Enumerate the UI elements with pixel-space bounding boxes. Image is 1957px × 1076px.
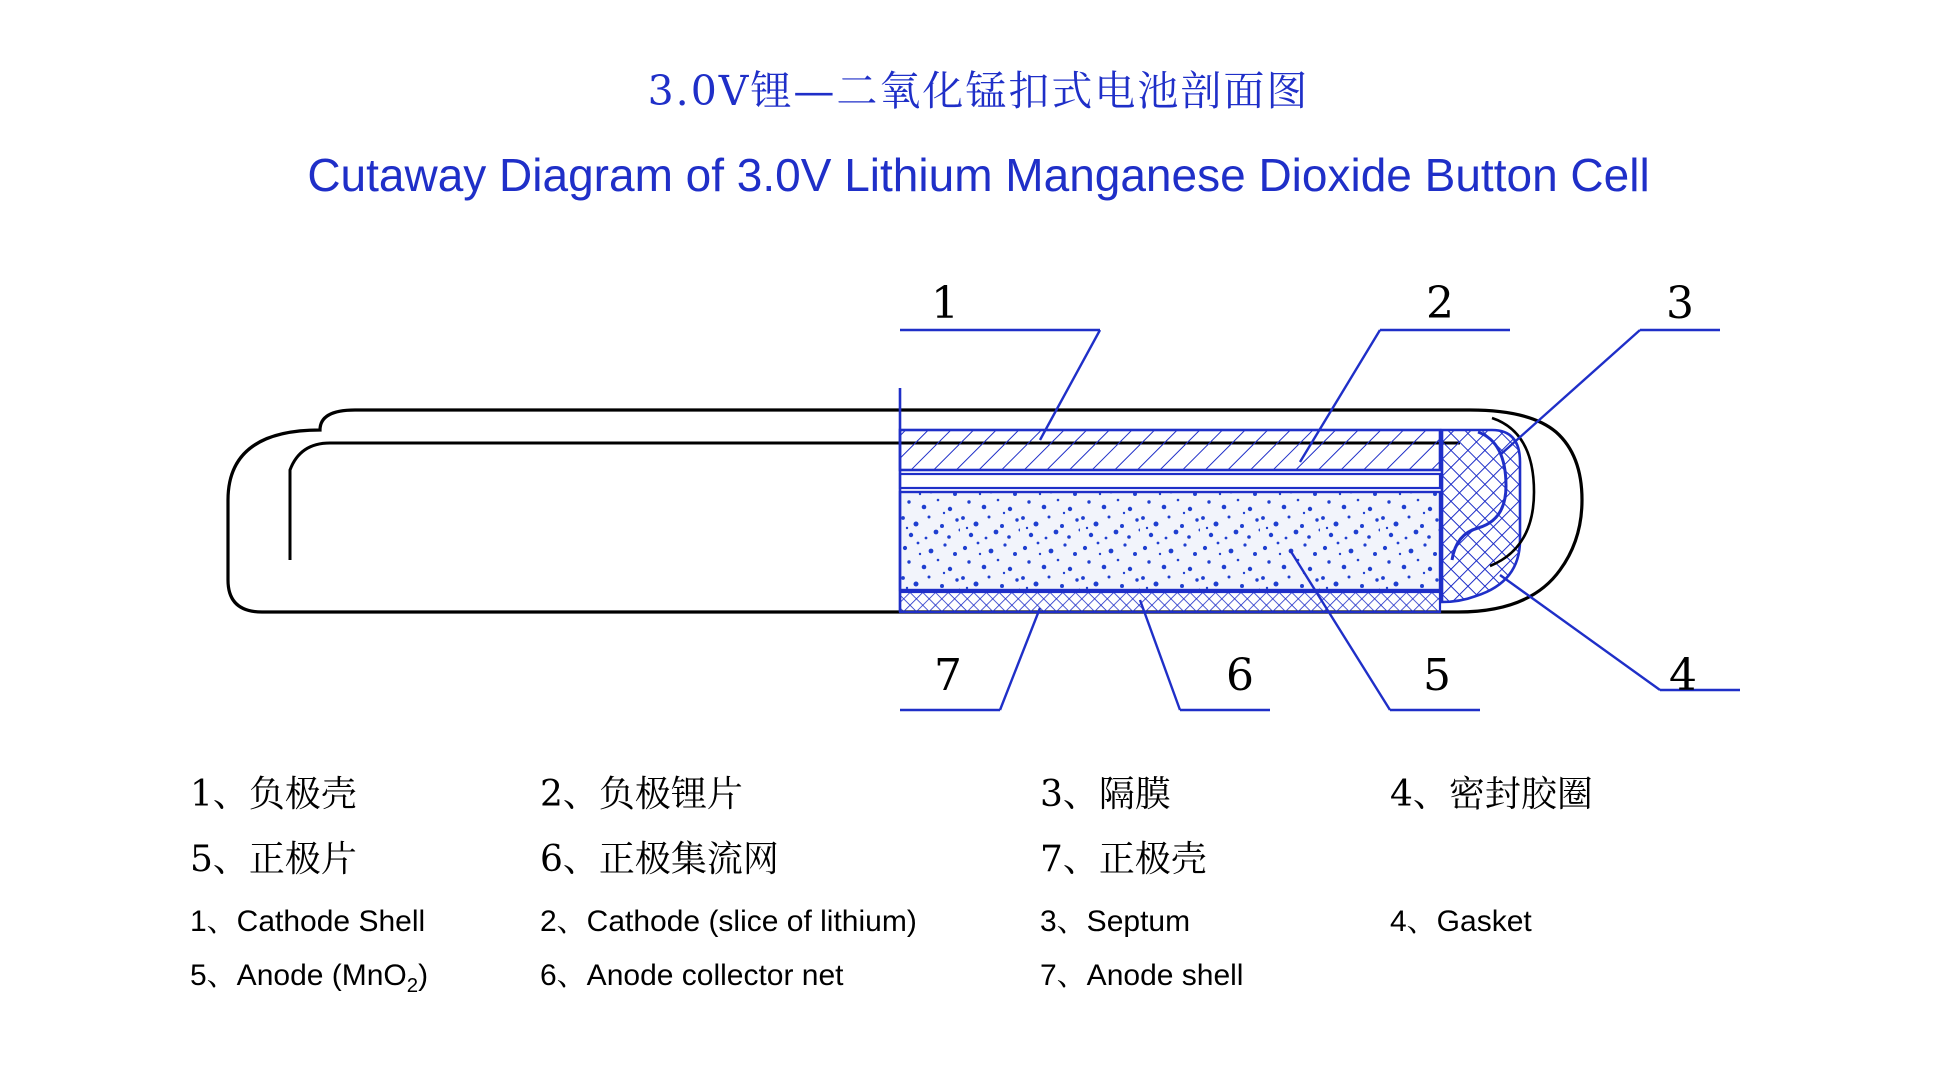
legend xyxy=(190,766,1750,1008)
layer-cathode-lithium-slice xyxy=(900,430,1440,470)
legend-item-cn-1: 1、负极壳 xyxy=(190,774,357,815)
legend-row-english-1 xyxy=(190,896,1750,940)
layer-septum xyxy=(900,474,1440,488)
layer-anode-collector-net xyxy=(900,592,1440,612)
legend-item-en-5-sub: 2 xyxy=(406,975,419,997)
legend-item-en-3: 3、Septum xyxy=(1040,905,1191,938)
legend-item-cn-3: 3、隔膜 xyxy=(1040,774,1171,815)
layer-anode-mno2 xyxy=(900,492,1440,590)
layer-gasket xyxy=(1442,418,1534,602)
legend-item-en-2: 2、Cathode (slice of lithium) xyxy=(540,905,917,938)
legend-item-cn-7: 7、正极壳 xyxy=(1040,839,1207,880)
callout-number-3: 3 xyxy=(1666,278,1694,329)
legend-row-chinese-2 xyxy=(190,831,1750,882)
callout-number-6: 6 xyxy=(1226,650,1254,701)
legend-item-cn-4: 4、密封胶圈 xyxy=(1390,774,1593,815)
page-title-english: Cutaway Diagram of 3.0V Lithium Manganese Dioxide Button Cell xyxy=(307,149,1650,201)
legend-item-en-7: 7、Anode shell xyxy=(1040,959,1244,992)
legend-item-en-4: 4、Gasket xyxy=(1390,905,1532,938)
callout-number-5: 5 xyxy=(1423,650,1451,701)
legend-item-cn-6: 6、正极集流网 xyxy=(540,839,779,880)
legend-item-cn-5: 5、正极片 xyxy=(190,839,357,880)
legend-item-en-6: 6、Anode collector net xyxy=(540,959,844,992)
legend-row-chinese-1 xyxy=(190,766,1750,817)
legend-item-en-1: 1、Cathode Shell xyxy=(190,905,426,938)
legend-item-en-5 xyxy=(190,950,540,998)
legend-item-en-5-post: ) xyxy=(418,959,429,992)
legend-item-cn-2: 2、负极锂片 xyxy=(540,774,743,815)
legend-item-en-5-pre: 5、Anode (MnO xyxy=(190,959,407,992)
page-title-chinese: 3.0V锂—二氧化锰扣式电池剖面图 xyxy=(647,67,1310,115)
callout-number-1: 1 xyxy=(931,278,959,329)
callout-number-7: 7 xyxy=(934,650,962,701)
callout-number-2: 2 xyxy=(1426,278,1454,329)
legend-row-english-2 xyxy=(190,950,1750,998)
callout-number-4: 4 xyxy=(1669,650,1697,701)
